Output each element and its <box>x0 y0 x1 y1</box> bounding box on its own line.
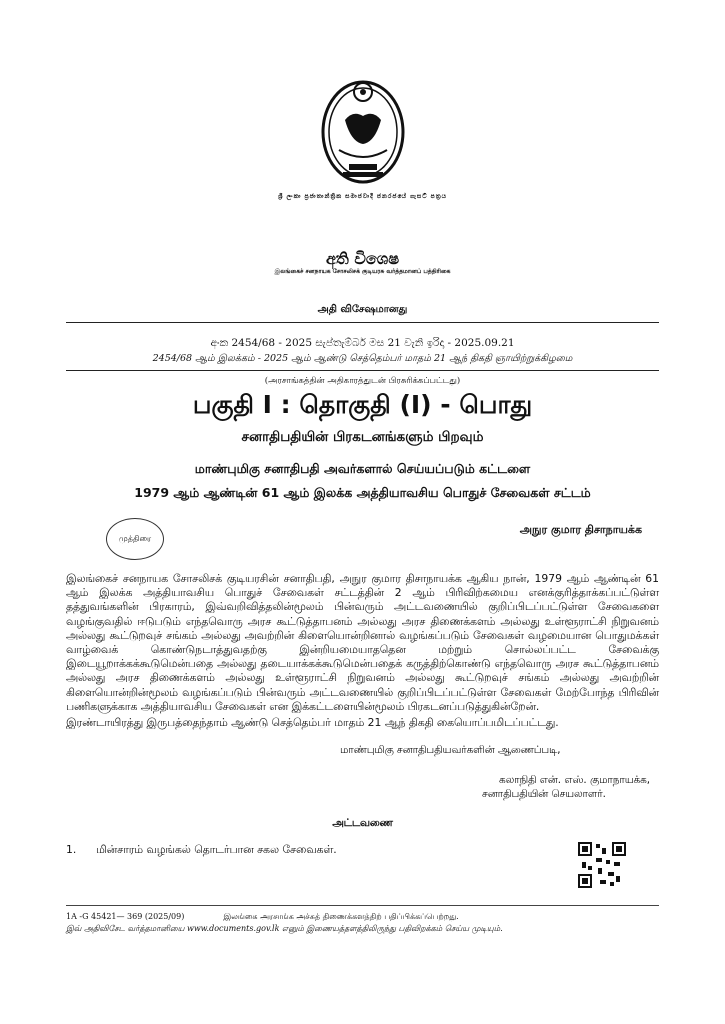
issue-line-sinhala: අංක 2454/68 - 2025 සැප්තැම්බර් මස 21 වැනි ඉරිදා - 2025.09.21 <box>210 337 515 349</box>
sinhala-extraordinary-label: අති විශෙෂ <box>325 249 400 268</box>
qr-code-icon <box>578 842 626 888</box>
schedule-heading: அட்டவணை <box>332 817 393 829</box>
secretary-name: கலாநிதி என். எஸ். குமாநாயக்க, <box>499 774 650 786</box>
footer-code: 1A -G 45421— 369 (2025/09) <box>66 912 185 921</box>
schedule-item-text: மின்சாரம் வழங்கல் தொடர்பான சகல சேவைகள். <box>96 843 337 856</box>
by-command-line: மாண்புமிகு சனாதிபதியவர்களின் ஆணைப்படி, <box>340 744 561 756</box>
masthead-divider <box>66 322 659 323</box>
sub-heading-act: 1979 ஆம் ஆண்டின் 61 ஆம் இலக்க அத்தியாவசிய பொதுச் சேவைகள் சட்டம் <box>134 485 591 500</box>
seal-stamp <box>106 518 164 560</box>
signed-date-paragraph: இரண்டாயிரத்து இருபத்தைந்தாம் ஆண்டு செத்தெம்பர் மாதம் 21 ஆந் திகதி கையொப்பமிடப்பட்டது. <box>66 716 559 729</box>
schedule-item-number: 1. <box>66 843 77 856</box>
signer-name: அநுர குமார திசாநாயக்க <box>519 523 642 536</box>
issue-line-tamil: 2454/68 ஆம் இலக்கம் - 2025 ஆம் ஆண்டு செத்தெம்பர் மாதம் 21 ஆந் திகதி ஞாயிற்றுக்கிழமை <box>152 353 573 364</box>
footer-website-line: இவ் அதிவிசேட வர்த்தமானியை www.documents.gov.lk எனும் இணையத்தளத்திலிருந்து பதிவிறக்கம் செய்ய முடியும். <box>66 924 503 933</box>
order-paragraph: இலங்கைச் சனநாயக சோசலிசக் குடியரசின் சனாதிபதி, அநுர குமார திசாநாயக்க ஆகிய நான், 1979 ஆம் ஆண்டின் 61 ஆம் இலக்க அத்தியாவசிய பொதுச் சேவைகள் சட்டத்தின் 2 ஆம் பிரிவிற்கமைய எனக்குரித்தாக்கப்பட்டுள்ள தத்துவங்களின் பிரகாரம், இவ்வறிவித்தலின்மூலம் பின்வரும் அட்டவணையில் குறிப்பிடப்பட்டுள்ள சேவைகளை வழங்குவதில் ஈடுபடும் எந்தவொரு அரச கூட்டுத்தாபனம் அல்லது அரச திணைக்களம் அல்லது உள்ளூராட்சி நிறுவனம் அல்லது கூட்டுறவுச் சங்கம் அல்லது அவற்றின் கிளையொன்றினால் வழங்கப்படும் சேவைகள் வழமையான பொதுமக்கள் வாழ்வைக் கொண்டுநடாத்துவதற்கு இன்றியமையாததென மற்றும் சொல்லப்பட்ட சேவைக்கு இடையூறாக்கக்கூடுமென்பதை அல்லது தடையாக்கக்கூடுமென்பதைக் கருத்திற்கொண்டு எந்தவொரு அரச கூட்டுத்தாபனம் அல்லது அரச திணைக்களம் அல்லது உள்ளூராட்சி நிறுவனம் அல்லது கூட்டுறவுச் சங்கம் அல்லது அவற்றின் கிளையொன்றின்மூலம் வழங்கப்படும் பின்வரும் அட்டவணையில் குறிப்பிடப்பட்டுள்ள சேவைகள் மேற்போந்த பிரிவின் பணிகளுக்காக அத்தியாவசிய சேவைகள் என இக்கட்டளையின்மூலம் பிரகடனப்படுத்துகின்றேன். <box>66 572 659 713</box>
authority-note: (அரசாங்கத்தின் அதிகாரத்துடன் பிரசுரிக்கப்பட்டது) <box>264 376 461 386</box>
seal-label: முத்திரை <box>118 534 152 543</box>
tamil-gazette-title: இலங்கைச் சனநாயக சோசலிசக் குடியரசு வர்த்தமானப் பத்திரிகை <box>274 268 451 275</box>
footer-printer: இலங்கை அரசாங்க அச்சுத் திணைக்களத்திற் பதிப்பிக்கப்பெற்றது. <box>223 912 459 921</box>
secretary-title: சனாதிபதியின் செயலாளர். <box>482 788 606 800</box>
footer-print-line <box>66 912 459 922</box>
sub-heading-proclamations: சனாதிபதியின் பிரகடனங்களும் பிறவும் <box>241 429 484 445</box>
tamil-extraordinary-label: அதி விசேஷமானது <box>317 304 408 315</box>
issue-divider <box>66 370 659 371</box>
footer-divider <box>66 905 659 906</box>
sinhala-gazette-title: ශ්‍රී ලංකා ප්‍රජාතාන්ත්‍රික සමාජවාදී ජනරජයේ ගැසට් පත්‍රය <box>278 193 447 200</box>
part-title: பகுதி I : தொகுதி (I) - பொது <box>192 390 533 419</box>
national-emblem-icon <box>315 72 411 188</box>
sub-heading-order: மாண்புமிகு சனாதிபதி அவர்களால் செய்யப்படும் கட்டளை <box>194 461 531 476</box>
